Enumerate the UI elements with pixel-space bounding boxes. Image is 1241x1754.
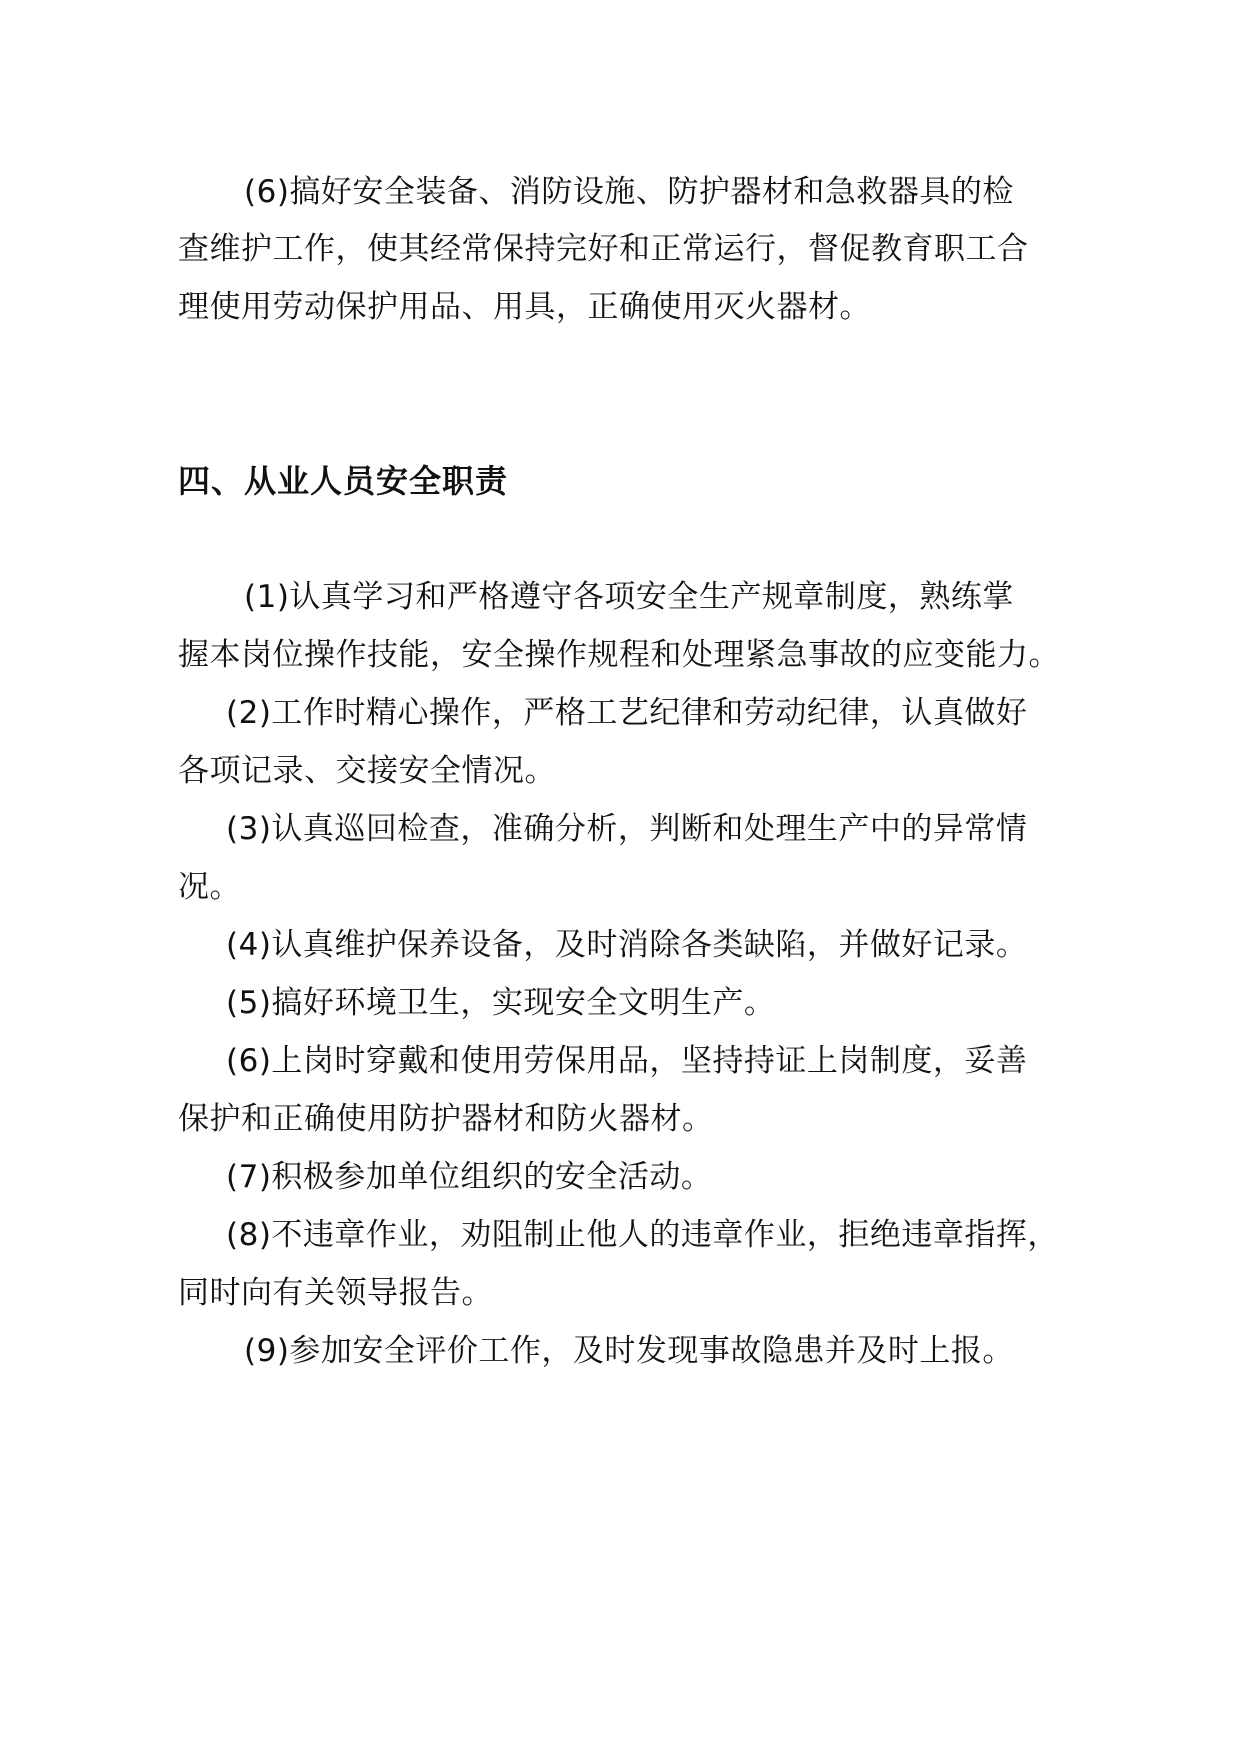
paragraph-line: 保护和正确使用防护器材和防火器材。	[178, 1101, 714, 1137]
paragraph-line: (7)积极参加单位组织的安全活动。	[226, 1159, 713, 1195]
paragraph-line: 各项记录、交接安全情况。	[178, 753, 556, 789]
paragraph-line: (6)搞好安全装备、消防设施、防护器材和急救器具的检	[244, 174, 1014, 210]
paragraph-line: 握本岗位操作技能，安全操作规程和处理紧急事故的应变能力。	[178, 637, 1060, 673]
paragraph-line: 理使用劳动保护用品、用具，正确使用灭火器材。	[178, 289, 871, 325]
paragraph-line: (1)认真学习和严格遵守各项安全生产规章制度，熟练掌	[244, 579, 1014, 615]
paragraph-line: 同时向有关领导报告。	[178, 1275, 493, 1311]
paragraph-line: (9)参加安全评价工作，及时发现事故隐患并及时上报。	[244, 1333, 1014, 1369]
paragraph-line: 况。	[178, 869, 241, 905]
paragraph-line: (4)认真维护保养设备，及时消除各类缺陷，并做好记录。	[226, 927, 1028, 963]
paragraph-line: 查维护工作，使其经常保持完好和正常运行，督促教育职工合	[178, 231, 1029, 267]
paragraph-line: (8)不违章作业，劝阻制止他人的违章作业，拒绝违章指挥，	[226, 1217, 1059, 1253]
paragraph-line: (6)上岗时穿戴和使用劳保用品，坚持持证上岗制度，妥善	[226, 1043, 1028, 1079]
section-heading: 四、从业人员安全职责	[178, 462, 509, 500]
paragraph-line: (3)认真巡回检查，准确分析，判断和处理生产中的异常情	[226, 811, 1028, 847]
paragraph-line: (2)工作时精心操作，严格工艺纪律和劳动纪律，认真做好	[226, 695, 1028, 731]
paragraph-line: (5)搞好环境卫生，实现安全文明生产。	[226, 985, 776, 1021]
